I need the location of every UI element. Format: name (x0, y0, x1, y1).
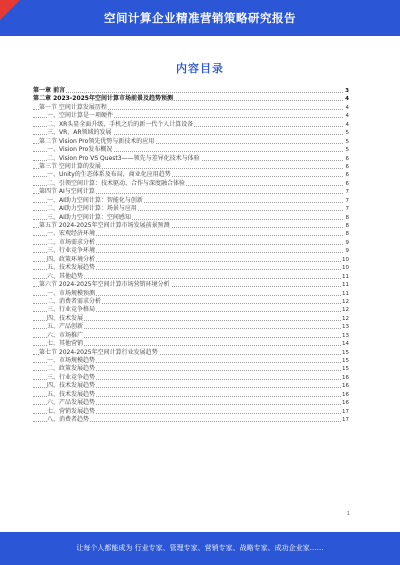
toc-entry[interactable] (33, 129, 349, 137)
dot-leader (33, 92, 343, 93)
toc-entry-page: 13 (342, 324, 349, 331)
toc-entry-page: 5 (345, 138, 349, 145)
toc-entry-page: 4 (345, 104, 349, 111)
toc-entry-label: 三、VR、AR领域的发展 (47, 129, 112, 137)
toc-entry-page: 16 (342, 374, 349, 381)
toc-entry[interactable] (33, 340, 349, 348)
toc-entry-page: 8 (345, 231, 349, 238)
toc-entry-page: 8 (345, 223, 349, 229)
toc-entry-page: 6 (345, 180, 349, 187)
toc-entry-page: 12 (342, 298, 349, 305)
toc-entry-label: 第一章 前言 (33, 87, 66, 94)
toc-entry-label: 二、引领空间计算：技术驱动、合作与深度融合体验 (47, 179, 186, 187)
toc-entry-label: 第六节 2024-2025年空间计算市场营销环境分析 (39, 281, 170, 289)
toc-entry-page: 8 (345, 214, 349, 221)
toc-entry-label: 第二节 Vision Pro领先优势与新技术的应用 (39, 137, 155, 145)
toc-entry-label: 二、消费者需求分析 (47, 297, 102, 305)
toc-entry[interactable] (33, 323, 349, 331)
toc-entry-label: 第一节 空间计算发展历程 (39, 103, 107, 111)
toc-entry-page: 14 (342, 341, 349, 348)
toc-entry[interactable] (33, 382, 349, 390)
toc-entry-page: 15 (342, 358, 349, 364)
toc-entry-page: 11 (342, 290, 349, 297)
toc-entry-page: 11 (342, 282, 349, 289)
footer-slogan: 让每个人都能成为 行业专家、管理专家、营销专家、战略专家、成功企业家…… (76, 544, 324, 552)
toc-entry-page: 16 (342, 391, 349, 398)
toc-entry[interactable] (33, 315, 349, 323)
toc-entry-label: 四、技术发展趋势 (47, 382, 96, 390)
toc-entry-label: 第五节 2024-2025年空间计算市场发展前景预测 (39, 222, 170, 229)
toc-entry-label: 五、技术发展趋势 (47, 264, 96, 272)
toc-entry-label: 一、Vision Pro发布概况 (47, 146, 113, 154)
toc-entry-label: 五、技术发展趋势 (47, 390, 96, 398)
toc-entry-label: 八、消费者趋势 (47, 416, 90, 424)
toc-entry[interactable] (33, 138, 349, 146)
toc-entry[interactable] (33, 256, 349, 264)
toc-entry-page: 5 (345, 130, 349, 137)
toc-entry-label: 四、政策环境分析 (47, 255, 96, 263)
toc-entry-label: 一、市场规模预测 (47, 289, 96, 297)
page-number: 1 (346, 511, 350, 517)
toc-entry-label: 六、市场推广 (47, 331, 84, 339)
toc-entry-page: 16 (342, 400, 349, 407)
toc-entry[interactable] (33, 281, 349, 289)
toc-entry[interactable] (33, 306, 349, 314)
toc-entry[interactable] (33, 112, 349, 120)
toc-entry-page: 10 (342, 256, 349, 263)
toc-entry-label: 二、AI助力空间计算：场景与应用 (47, 205, 137, 213)
toc-entry-label: 三、AI助力空间计算：空间感知 (47, 213, 131, 221)
toc-entry-label: 二、市场需求分析 (47, 238, 96, 246)
table-of-contents (33, 87, 349, 425)
toc-entry-label: 二、XR头显全面升级，手机之后的新一代个人计算设备 (47, 120, 194, 128)
toc-entry-label: 一、空间计算是一项硬件 (47, 112, 114, 120)
toc-entry-page: 9 (345, 248, 349, 255)
toc-entry[interactable] (33, 197, 349, 205)
toc-entry-label: 第七节 2024-2025年空间计算行业发展趋势 (39, 348, 158, 356)
toc-entry-label: 一、市场规模趋势 (47, 357, 96, 364)
toc-entry-label: 七、营销发展趋势 (47, 407, 96, 415)
toc-entry-page: 6 (345, 163, 349, 170)
toc-entry[interactable] (33, 171, 349, 179)
toc-entry-page: 7 (345, 189, 349, 196)
toc-entry[interactable] (33, 273, 349, 281)
toc-title: 内容目录 (176, 62, 224, 75)
toc-entry-page: 12 (342, 307, 349, 314)
toc-entry[interactable] (33, 332, 349, 340)
toc-entry-label: 一、宏观经济环境 (47, 230, 96, 238)
toc-entry-page: 4 (345, 121, 349, 128)
toc-entry[interactable] (33, 349, 349, 357)
toc-entry[interactable] (33, 290, 349, 298)
toc-entry-label: 六、其他趋势 (47, 272, 84, 280)
toc-entry-label: 第四节 AI与空间计算 (39, 188, 95, 196)
toc-entry[interactable] (33, 95, 349, 103)
toc-entry-page: 5 (345, 147, 349, 154)
toc-entry-page: 15 (342, 366, 349, 373)
toc-entry-page: 7 (345, 206, 349, 213)
toc-entry-page: 11 (342, 273, 349, 280)
toc-entry-label: 第三节 空间计算的发展 (39, 162, 101, 170)
toc-entry-label: 第二章 2023-2025年空间计算市场前景及趋势预测 (33, 95, 173, 103)
toc-entry[interactable] (33, 205, 349, 213)
toc-entry[interactable] (33, 155, 349, 163)
toc-entry-page: 17 (342, 408, 349, 415)
toc-entry[interactable] (33, 214, 349, 222)
toc-entry-label: 二、Vision Pro VS Quest3——领先与差异化技术与体验 (47, 154, 200, 162)
toc-entry-label: 三、行业竞争环境 (47, 247, 96, 255)
toc-entry-page: 9 (345, 239, 349, 246)
toc-entry[interactable] (33, 188, 349, 196)
toc-entry-page: 4 (345, 113, 349, 120)
toc-entry[interactable] (33, 365, 349, 373)
toc-entry-page: 6 (345, 155, 349, 162)
toc-entry-label: 四、技术发展 (47, 314, 84, 322)
toc-entry[interactable] (33, 391, 349, 399)
toc-entry-page: 10 (342, 265, 349, 272)
toc-entry[interactable] (33, 416, 349, 424)
toc-entry-page: 13 (342, 332, 349, 339)
toc-entry[interactable] (33, 264, 349, 272)
toc-entry[interactable] (33, 180, 349, 188)
toc-entry[interactable] (33, 121, 349, 129)
toc-entry[interactable] (33, 146, 349, 154)
toc-entry-label: 三、行业竞争趋势 (47, 373, 96, 381)
toc-entry-label: 五、产品创新 (47, 323, 84, 331)
toc-entry[interactable] (33, 399, 349, 407)
toc-entry[interactable] (33, 247, 349, 255)
toc-entry[interactable] (33, 408, 349, 416)
toc-entry-label: 七、其他营销 (47, 340, 84, 348)
toc-entry-page: 6 (345, 172, 349, 179)
toc-entry-page: 17 (342, 417, 349, 424)
toc-entry-label: 三、行业竞争格局 (47, 306, 96, 314)
toc-entry-page: 12 (342, 315, 349, 322)
toc-entry-page: 3 (345, 88, 349, 94)
toc-entry[interactable] (33, 230, 349, 238)
toc-entry-page: 7 (345, 197, 349, 204)
toc-entry-label: 一、Unity的生态体系及布局，商业化应用趋势 (47, 171, 171, 179)
toc-entry-label: 二、政策发展趋势 (47, 365, 96, 373)
toc-entry-page: 16 (342, 383, 349, 390)
toc-entry-page: 15 (342, 349, 349, 356)
toc-entry-label: 六、产品发展趋势 (47, 399, 96, 407)
toc-entry-page: 4 (345, 96, 349, 103)
toc-entry-label: 一、AI助力空间计算：智能化与创新 (47, 196, 143, 204)
report-title: 空间计算企业精准营销策略研究报告 (104, 11, 296, 25)
